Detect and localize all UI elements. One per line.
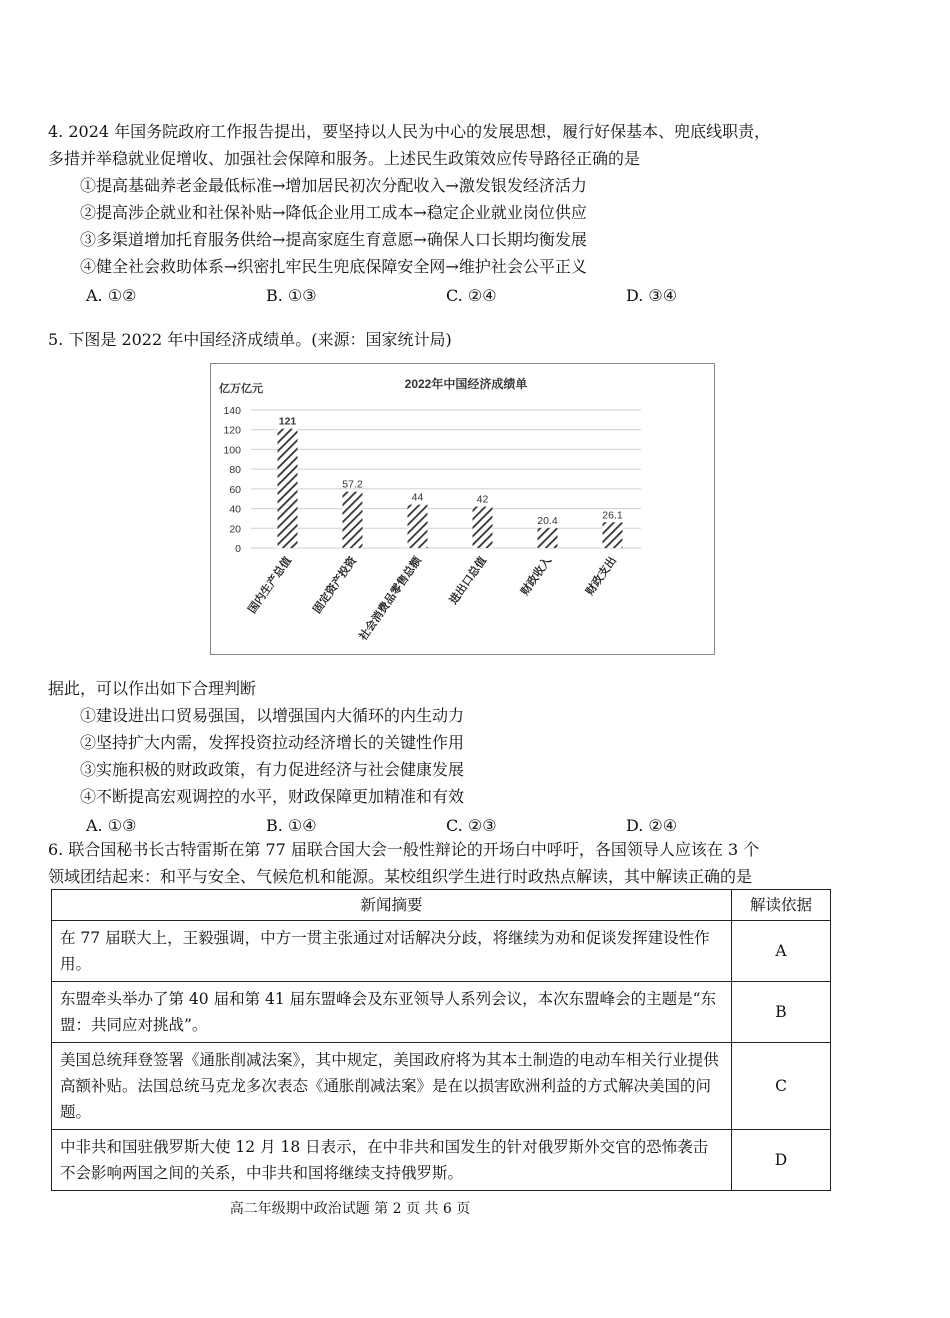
- table-row: [52, 1043, 831, 1130]
- chart-svg: [211, 364, 716, 656]
- y-tick-label: 20: [229, 523, 241, 536]
- data-label: 44: [411, 491, 424, 504]
- y-tick-label: 120: [223, 424, 241, 437]
- data-label: 26.1: [602, 509, 623, 522]
- q5-option-c[interactable]: C. ②③: [446, 816, 497, 835]
- q4-options: [48, 282, 848, 309]
- row-summary: 中非共和国驻俄罗斯大使 12 月 18 日表示，在中非共和国发生的针对俄罗斯外交官的恐怖袭击不会影响两国之间的关系，中非共和国将继续支持俄罗斯。: [52, 1130, 732, 1191]
- row-basis: B: [732, 982, 831, 1043]
- table-row: [52, 921, 831, 982]
- q5-option-d[interactable]: D. ②④: [626, 816, 678, 835]
- table-row: [52, 1130, 831, 1191]
- q4-item: ③多渠道增加托育服务供给→提高家庭生育意愿→确保人口长期均衡发展: [80, 230, 587, 249]
- q5-item: ③实施积极的财政政策，有力促进经济与社会健康发展: [80, 760, 465, 779]
- chart-y-label: 亿万亿元: [219, 383, 263, 395]
- economy-chart: [210, 363, 715, 655]
- chart-title: 2022年中国经济成绩单: [404, 377, 528, 391]
- header-summary: 新闻摘要: [52, 890, 732, 921]
- bar-5: [538, 528, 558, 548]
- q5-options: [48, 812, 838, 839]
- y-tick-label: 0: [235, 543, 241, 555]
- y-tick-label: 60: [229, 483, 241, 496]
- x-tick-label: 固定资产投资: [310, 554, 359, 616]
- page-footer: 高二年级期中政治试题 第 2 页 共 6 页: [229, 1201, 471, 1217]
- data-label: 121: [278, 415, 297, 428]
- row-basis: C: [732, 1043, 831, 1130]
- q5-stem: 5. 下图是 2022 年中国经济成绩单。(来源：国家统计局): [48, 330, 452, 349]
- bar-2: [343, 492, 363, 548]
- data-label: 57.2: [342, 478, 363, 491]
- question-5: [48, 326, 838, 353]
- q6-stem-line1: 6. 联合国秘书长古特雷斯在第 77 届联合国大会一般性辩论的开场白中呼吁，各国领导人应该在 3 个: [48, 840, 760, 859]
- y-tick-label: 40: [229, 503, 241, 516]
- row-summary: 在 77 届联大上，王毅强调，中方一贯主张通过对话解决分歧，将继续为劝和促谈发挥建设性作用。: [52, 921, 732, 982]
- row-basis: A: [732, 921, 831, 982]
- q4-item: ①提高基础养老金最低标准→增加居民初次分配收入→激发银发经济活力: [80, 176, 587, 195]
- q4-option-a[interactable]: A. ①②: [86, 286, 137, 305]
- q5-item: ④不断提高宏观调控的水平，财政保障更加精准和有效: [80, 787, 465, 806]
- bar-3: [408, 505, 428, 548]
- x-tick-label: 财政收入: [518, 554, 554, 598]
- table-row: [52, 982, 831, 1043]
- q4-item: ②提高涉企就业和社保补贴→降低企业用工成本→稳定企业就业岗位供应: [80, 203, 587, 222]
- row-summary: 东盟牵头举办了第 40 届和第 41 届东盟峰会及东亚领导人系列会议，本次东盟峰会的主题是“东盟：共同应对挑战”。: [52, 982, 732, 1043]
- q5-option-a[interactable]: A. ①③: [86, 816, 137, 835]
- question-4: [48, 118, 848, 309]
- q6-stem-line2: 领域团结起来：和平与安全、气候危机和能源。某校组织学生进行时政热点解读，其中解读正确的是: [48, 867, 753, 886]
- bar-4: [473, 507, 493, 548]
- x-tick-label: 社会消费品零售总额: [356, 554, 424, 643]
- q5-option-b[interactable]: B. ①④: [266, 816, 317, 835]
- q5-after: 据此，可以作出如下合理判断: [48, 679, 257, 698]
- q4-stem-line1: 4. 2024 年国务院政府工作报告提出，要坚持以人民为中心的发展思想，履行好保基本、兜底线职责，: [48, 122, 771, 141]
- x-tick-label: 进出口总值: [446, 554, 489, 607]
- q4-option-c[interactable]: C. ②④: [446, 286, 497, 305]
- bar-1: [278, 429, 298, 548]
- y-tick-label: 100: [223, 444, 241, 457]
- x-tick-label: 财政支出: [583, 554, 619, 598]
- q4-option-d[interactable]: D. ③④: [626, 286, 678, 305]
- news-table: [51, 889, 831, 1191]
- header-basis: 解读依据: [732, 890, 831, 921]
- bar-6: [603, 522, 623, 548]
- x-tick-label: 国内生产总值: [245, 554, 294, 616]
- data-label: 42: [476, 493, 489, 506]
- q5-item: ②坚持扩大内需，发挥投资拉动经济增长的关键性作用: [80, 733, 465, 752]
- row-summary: 美国总统拜登签署《通胀削减法案》，其中规定，美国政府将为其本土制造的电动车相关行业提供高额补贴。法国总统马克龙多次表态《通胀削减法案》是在以损害欧洲利益的方式解决美国的问题。: [52, 1043, 732, 1130]
- table-header-row: [52, 890, 831, 921]
- question-5-judgements: [48, 675, 838, 839]
- q5-item: ①建设进出口贸易强国，以增强国内大循环的内生动力: [80, 706, 465, 725]
- q4-item: ④健全社会救助体系→织密扎牢民生兜底保障安全网→维护社会公平正义: [80, 257, 587, 276]
- q4-option-b[interactable]: B. ①③: [266, 286, 317, 305]
- q4-stem-line2: 多措并举稳就业促增收、加强社会保障和服务。上述民生政策效应传导路径正确的是: [48, 149, 641, 168]
- row-basis: D: [732, 1130, 831, 1191]
- y-tick-label: 80: [229, 464, 241, 477]
- question-6: [48, 836, 848, 890]
- y-tick-label: 140: [223, 405, 241, 417]
- data-label: 20.4: [537, 514, 558, 527]
